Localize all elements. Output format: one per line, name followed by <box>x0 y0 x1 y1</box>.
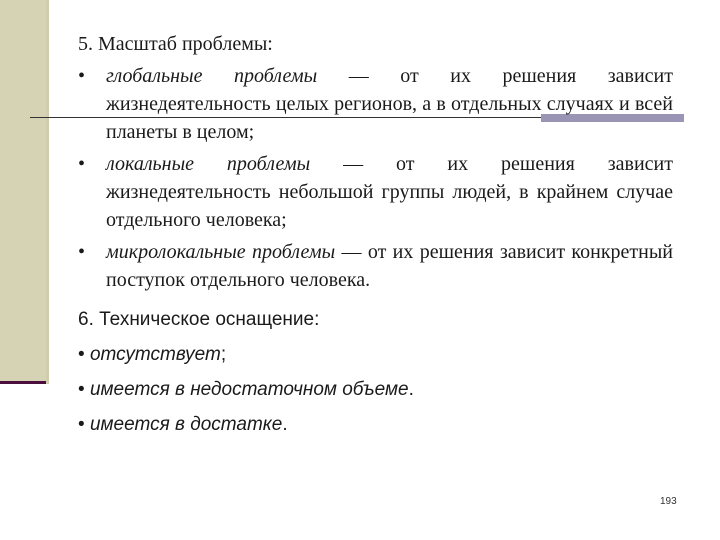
term-absent: отсутствует <box>89 344 221 365</box>
punct-sufficient: . <box>282 414 288 435</box>
bullet-absent <box>78 342 673 368</box>
term-sufficient: имеется в достатке <box>89 414 283 435</box>
bullet-dot: • <box>78 414 90 435</box>
term-local: локальные проблемы <box>106 153 311 175</box>
bullet-dot: • <box>78 379 90 400</box>
desc-local: — от их решения зависит жизнедеятельность небольшой группы людей, в крайнем случае отдельного человека; <box>106 153 673 231</box>
bullet-dot: • <box>78 65 86 87</box>
bullet-dot: • <box>78 344 90 365</box>
desc-microlocal: — от их решения зависит конкретный поступок отдельного человека. <box>106 241 674 291</box>
page-number: 193 <box>660 496 677 507</box>
bullet-sufficient <box>78 412 673 438</box>
left-decor-panel <box>0 0 49 384</box>
bullet-dot: • <box>78 153 86 175</box>
punct-insufficient: . <box>408 379 414 400</box>
term-microlocal: микролокальные проблемы <box>106 241 336 263</box>
term-global: глобальные проблемы <box>106 65 318 87</box>
term-insufficient: имеется в недостаточном объеме <box>89 379 409 400</box>
punct-absent: ; <box>220 344 227 365</box>
slide-content <box>78 30 673 447</box>
bullet-local-problems <box>78 150 673 234</box>
bullet-global-problems <box>78 62 673 146</box>
bullet-dot: • <box>78 241 86 263</box>
section-5-title: 5. Масштаб проблемы: <box>78 33 273 55</box>
left-divider-line <box>0 381 46 384</box>
desc-global: — от их решения зависит жизнедеятельность целых регионов, а в отдельных случаях и всей планеты в целом; <box>106 65 674 143</box>
bullet-microlocal-problems <box>78 238 673 294</box>
bullet-insufficient <box>78 377 673 403</box>
left-panel-edge <box>46 0 49 384</box>
section-6-title: 6. Техническое оснащение: <box>78 309 320 330</box>
